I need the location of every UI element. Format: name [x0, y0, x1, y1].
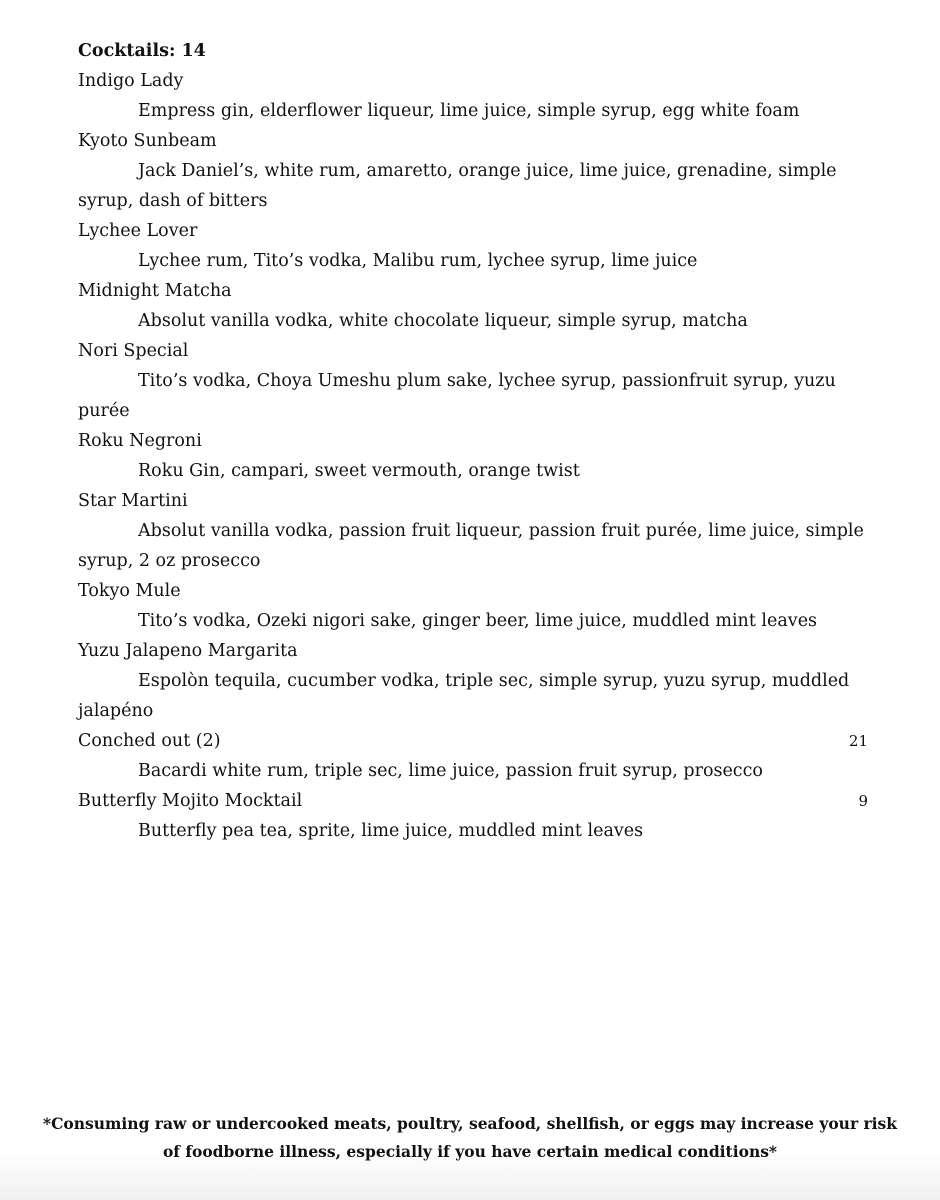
menu-item: [78, 276, 868, 336]
menu-item-name: Kyoto Sunbeam: [78, 131, 217, 151]
menu-item-price: 21: [848, 732, 868, 750]
menu-item-description: Tito’s vodka, Choya Umeshu plum sake, lychee syrup, passionfruit syrup, yuzu purée: [78, 371, 836, 421]
menu-item-name: Yuzu Jalapeno Margarita: [78, 641, 298, 661]
menu-item-description: Lychee rum, Tito’s vodka, Malibu rum, lychee syrup, lime juice: [138, 251, 698, 271]
menu-item: [78, 126, 868, 216]
menu-item: [78, 66, 868, 126]
menu-item-name: Midnight Matcha: [78, 281, 232, 301]
menu-item-name: Lychee Lover: [78, 221, 198, 241]
menu-item-description: Roku Gin, campari, sweet vermouth, orange twist: [138, 461, 580, 481]
menu-item: [78, 786, 868, 846]
menu-item-description: Espolòn tequila, cucumber vodka, triple sec, simple syrup, yuzu syrup, muddled jalapéno: [78, 671, 850, 721]
menu-item: [78, 426, 868, 486]
menu-item-header: [78, 726, 868, 756]
menu-item-header: [78, 216, 868, 246]
menu-item-header: [78, 576, 868, 606]
menu-item: [78, 636, 868, 726]
menu-item-name: Star Martini: [78, 491, 188, 511]
menu-item-name: Conched out (2): [78, 731, 221, 751]
menu-item-header: [78, 426, 868, 456]
section-heading: Cocktails: 14: [78, 41, 206, 61]
menu-item: [78, 486, 868, 576]
menu-item-header: [78, 636, 868, 666]
menu-item: [78, 576, 868, 636]
menu-item-name: Butterfly Mojito Mocktail: [78, 791, 303, 811]
menu-item-header: [78, 786, 868, 816]
menu-item-header: [78, 486, 868, 516]
menu-item-header: [78, 276, 868, 306]
menu-item-price: 9: [858, 792, 868, 810]
menu-item-header: [78, 66, 868, 96]
menu-item: [78, 726, 868, 786]
menu-item-list: [78, 66, 868, 846]
menu-item-description: Absolut vanilla vodka, white chocolate liqueur, simple syrup, matcha: [138, 311, 748, 331]
menu-item-description: Bacardi white rum, triple sec, lime juice, passion fruit syrup, prosecco: [138, 761, 763, 781]
menu-item-header: [78, 126, 868, 156]
menu-item-name: Tokyo Mule: [78, 581, 181, 601]
menu-item-description: Butterfly pea tea, sprite, lime juice, muddled mint leaves: [138, 821, 644, 841]
menu-item-name: Nori Special: [78, 341, 189, 361]
menu-item-name: Roku Negroni: [78, 431, 202, 451]
cocktail-menu: [78, 36, 868, 846]
food-safety-disclaimer: *Consuming raw or undercooked meats, poultry, seafood, shellfish, or eggs may increase your risk of foodborne illness, especially if you have certain medical conditions*: [42, 1114, 898, 1161]
menu-item: [78, 216, 868, 276]
menu-item: [78, 336, 868, 426]
menu-item-header: [78, 336, 868, 366]
menu-item-description: Tito’s vodka, Ozeki nigori sake, ginger beer, lime juice, muddled mint leaves: [138, 611, 818, 631]
menu-item-name: Indigo Lady: [78, 71, 184, 91]
menu-item-description: Jack Daniel’s, white rum, amaretto, orange juice, lime juice, grenadine, simple syrup, dash of bitters: [78, 161, 837, 211]
menu-item-description: Empress gin, elderflower liqueur, lime juice, simple syrup, egg white foam: [138, 101, 800, 121]
menu-item-description: Absolut vanilla vodka, passion fruit liqueur, passion fruit purée, lime juice, simple syrup, 2 oz prosecco: [78, 521, 864, 571]
